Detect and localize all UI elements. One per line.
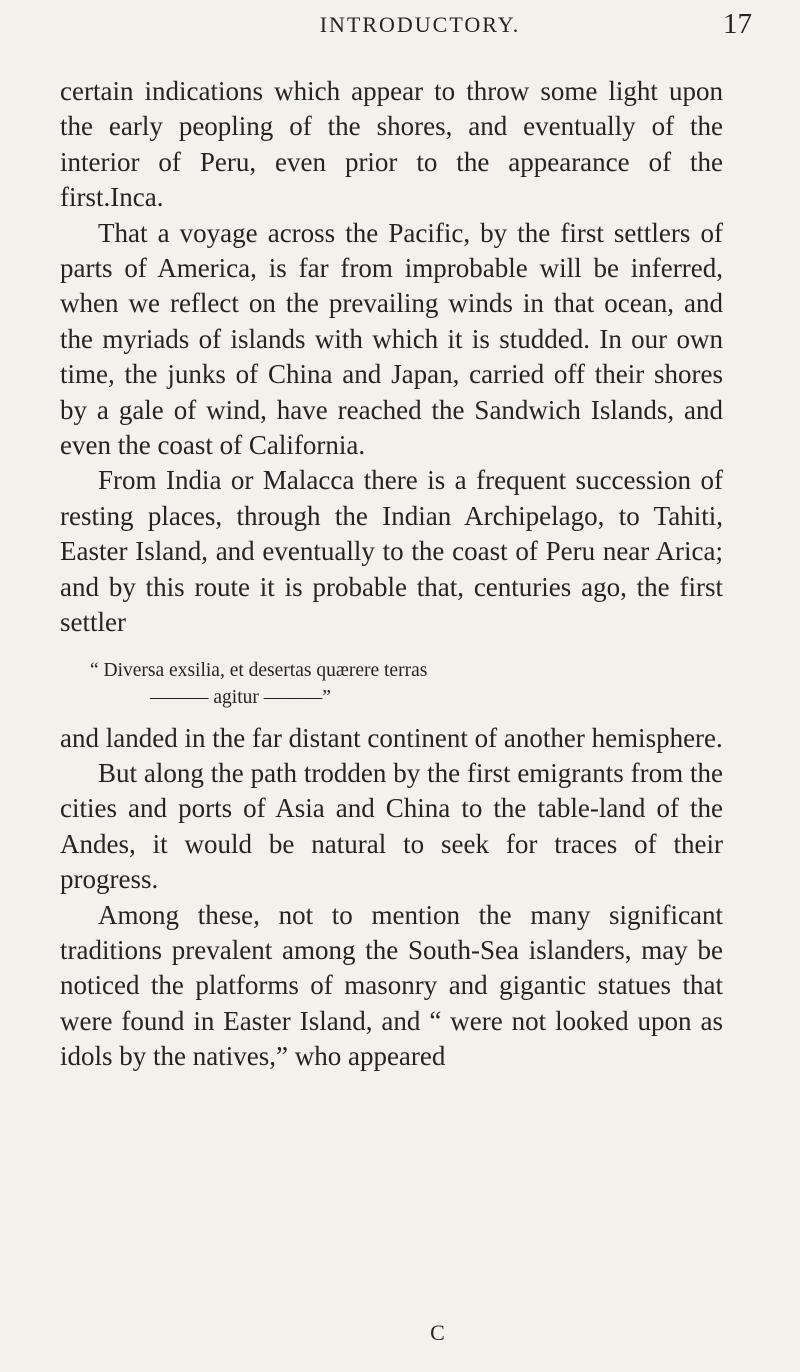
signature-mark: C [430,1320,445,1345]
paragraph-6: Among these, not to mention the many significant traditions prevalent among the South-Sea islanders, may be noticed the platforms of masonry and gigantic statues that were found in Easter Island, and “ were not looked upon as idols by the natives,” who appeared [60,899,723,1072]
paragraph-2: That a voyage across the Pacific, by the first settlers of parts of America, is far from improbable will be inferred, when we reflect on the prevailing winds in that ocean, and the myriads of islands with which it is studded. In our own time, the junks of China and Japan, carried off their shores by a gale of wind, have reached the Sandwich Islands, and even the coast of California. [60,217,723,461]
running-title: INTRODUCTORY. [319,12,521,37]
paragraph-3: From India or Malacca there is a frequent succession of resting places, through the Indian Archipelago, to Tahiti, Easter Island, and eventually to the coast of Peru near Arica; and by this route it is probable that, centuries ago, the first settler [60,465,723,638]
quotation-line-2: ——— agitur ———” [150,686,331,708]
paragraph-4: and landed in the far distant continent of another hemisphere. [60,722,723,753]
quotation-line-1: “ Diversa exsilia, et desertas quærere terras [90,659,428,681]
body-text [60,74,723,1075]
paragraph-5: But along the path trodden by the first emigrants from the cities and ports of Asia and China to the table-land of the Andes, it would be natural to seek for traces of their progress. [60,757,723,895]
latin-quotation [60,657,723,711]
paragraph-1: certain indications which appear to throw some light upon the early peopling of the shores, and eventually of the interior of Peru, even prior to the appearance of the first.Inca. [60,76,723,213]
running-head [60,8,780,48]
page-number: 17 [723,8,752,40]
